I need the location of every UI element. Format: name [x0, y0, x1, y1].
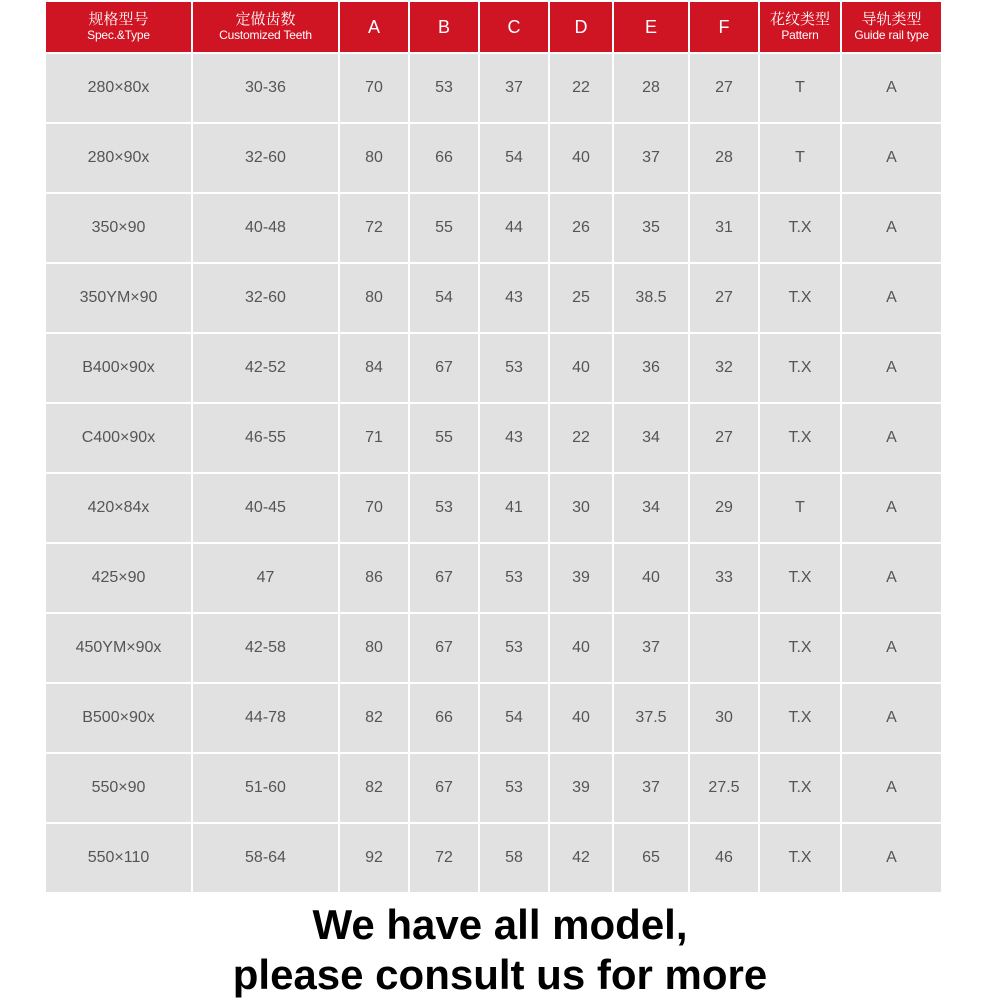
cell-pattern: T.X: [759, 753, 841, 823]
table-body: [45, 53, 942, 893]
table-row: [45, 53, 942, 123]
cell-a: 84: [339, 333, 409, 403]
cell-d: 26: [549, 193, 613, 263]
header-d: D: [549, 1, 613, 53]
table-row: [45, 823, 942, 893]
cell-pattern: T: [759, 53, 841, 123]
cell-guide-rail-type: A: [841, 333, 942, 403]
cell-guide-rail-type: A: [841, 473, 942, 543]
header-spec-type-zh: 规格型号: [88, 11, 149, 29]
cell-f: 30: [689, 683, 759, 753]
table-row: [45, 613, 942, 683]
cell-c: 53: [479, 613, 549, 683]
header-pattern: [759, 1, 841, 53]
cell-c: 37: [479, 53, 549, 123]
cell-spec-type: C400×90x: [45, 403, 192, 473]
table-row: [45, 123, 942, 193]
cell-guide-rail-type: A: [841, 683, 942, 753]
cell-customized-teeth: 32-60: [192, 263, 339, 333]
cell-b: 67: [409, 543, 479, 613]
cell-b: 72: [409, 823, 479, 893]
cell-d: 40: [549, 613, 613, 683]
cell-b: 55: [409, 403, 479, 473]
cell-pattern: T.X: [759, 403, 841, 473]
cell-spec-type: 425×90: [45, 543, 192, 613]
cell-guide-rail-type: A: [841, 263, 942, 333]
cell-customized-teeth: 58-64: [192, 823, 339, 893]
table-row: [45, 683, 942, 753]
cell-e: 36: [613, 333, 689, 403]
cell-c: 54: [479, 683, 549, 753]
cell-customized-teeth: 46-55: [192, 403, 339, 473]
cell-a: 70: [339, 53, 409, 123]
cell-a: 86: [339, 543, 409, 613]
cell-e: 37.5: [613, 683, 689, 753]
cell-e: 37: [613, 613, 689, 683]
cell-b: 54: [409, 263, 479, 333]
cell-spec-type: 420×84x: [45, 473, 192, 543]
table-row: [45, 193, 942, 263]
table-row: [45, 403, 942, 473]
footer-line-1: We have all model,: [312, 901, 688, 948]
cell-b: 67: [409, 333, 479, 403]
cell-f: 31: [689, 193, 759, 263]
spec-table: [44, 0, 943, 894]
header-f: F: [689, 1, 759, 53]
table-row: [45, 543, 942, 613]
header-c: C: [479, 1, 549, 53]
cell-f: 29: [689, 473, 759, 543]
cell-guide-rail-type: A: [841, 123, 942, 193]
header-b: B: [409, 1, 479, 53]
cell-f: 27: [689, 403, 759, 473]
cell-b: 67: [409, 753, 479, 823]
cell-pattern: T: [759, 123, 841, 193]
cell-f: 33: [689, 543, 759, 613]
cell-b: 53: [409, 53, 479, 123]
header-guide-rail-type-en: Guide rail type: [854, 27, 929, 42]
table-row: [45, 263, 942, 333]
cell-e: 38.5: [613, 263, 689, 333]
cell-spec-type: 550×110: [45, 823, 192, 893]
cell-pattern: T.X: [759, 193, 841, 263]
cell-customized-teeth: 32-60: [192, 123, 339, 193]
cell-a: 80: [339, 123, 409, 193]
cell-customized-teeth: 40-48: [192, 193, 339, 263]
header-pattern-zh: 花纹类型: [769, 11, 830, 29]
cell-spec-type: 350YM×90: [45, 263, 192, 333]
cell-spec-type: 350×90: [45, 193, 192, 263]
cell-d: 42: [549, 823, 613, 893]
cell-c: 54: [479, 123, 549, 193]
cell-b: 55: [409, 193, 479, 263]
cell-f: 27: [689, 263, 759, 333]
cell-guide-rail-type: A: [841, 823, 942, 893]
cell-d: 25: [549, 263, 613, 333]
cell-e: 35: [613, 193, 689, 263]
cell-customized-teeth: 40-45: [192, 473, 339, 543]
cell-c: 53: [479, 543, 549, 613]
cell-customized-teeth: 42-58: [192, 613, 339, 683]
cell-a: 70: [339, 473, 409, 543]
cell-c: 58: [479, 823, 549, 893]
cell-f: [689, 613, 759, 683]
cell-customized-teeth: 30-36: [192, 53, 339, 123]
cell-spec-type: B400×90x: [45, 333, 192, 403]
cell-guide-rail-type: A: [841, 613, 942, 683]
cell-e: 40: [613, 543, 689, 613]
cell-customized-teeth: 44-78: [192, 683, 339, 753]
cell-d: 30: [549, 473, 613, 543]
cell-d: 39: [549, 543, 613, 613]
cell-c: 53: [479, 753, 549, 823]
cell-c: 43: [479, 263, 549, 333]
cell-customized-teeth: 47: [192, 543, 339, 613]
cell-e: 37: [613, 753, 689, 823]
cell-a: 82: [339, 683, 409, 753]
cell-a: 80: [339, 263, 409, 333]
cell-c: 43: [479, 403, 549, 473]
header-customized-teeth-en: Customized Teeth: [219, 27, 312, 42]
cell-a: 82: [339, 753, 409, 823]
cell-d: 40: [549, 683, 613, 753]
table-row: [45, 473, 942, 543]
cell-d: 22: [549, 53, 613, 123]
cell-e: 34: [613, 473, 689, 543]
cell-pattern: T.X: [759, 683, 841, 753]
cell-customized-teeth: 42-52: [192, 333, 339, 403]
cell-guide-rail-type: A: [841, 193, 942, 263]
cell-f: 28: [689, 123, 759, 193]
cell-pattern: T.X: [759, 543, 841, 613]
cell-f: 27: [689, 53, 759, 123]
cell-c: 44: [479, 193, 549, 263]
cell-e: 34: [613, 403, 689, 473]
cell-spec-type: B500×90x: [45, 683, 192, 753]
cell-pattern: T.X: [759, 263, 841, 333]
cell-a: 92: [339, 823, 409, 893]
cell-spec-type: 550×90: [45, 753, 192, 823]
cell-b: 66: [409, 683, 479, 753]
header-guide-rail-type-zh: 导轨类型: [861, 11, 922, 29]
cell-d: 40: [549, 123, 613, 193]
header-spec-type-en: Spec.&Type: [87, 27, 150, 42]
cell-pattern: T: [759, 473, 841, 543]
footer-line-2: please consult us for more: [232, 951, 768, 998]
header-a: A: [339, 1, 409, 53]
cell-b: 66: [409, 123, 479, 193]
cell-guide-rail-type: A: [841, 53, 942, 123]
cell-a: 72: [339, 193, 409, 263]
header-spec-type: [45, 1, 192, 53]
cell-spec-type: 280×90x: [45, 123, 192, 193]
cell-f: 27.5: [689, 753, 759, 823]
cell-pattern: T.X: [759, 823, 841, 893]
cell-f: 32: [689, 333, 759, 403]
table-row: [45, 753, 942, 823]
cell-a: 71: [339, 403, 409, 473]
cell-spec-type: 450YM×90x: [45, 613, 192, 683]
table-row: [45, 333, 942, 403]
cell-d: 39: [549, 753, 613, 823]
cell-guide-rail-type: A: [841, 753, 942, 823]
cell-b: 53: [409, 473, 479, 543]
cell-c: 53: [479, 333, 549, 403]
cell-d: 22: [549, 403, 613, 473]
header-row: [45, 1, 942, 53]
cell-spec-type: 280×80x: [45, 53, 192, 123]
header-customized-teeth: [192, 1, 339, 53]
cell-e: 28: [613, 53, 689, 123]
cell-b: 67: [409, 613, 479, 683]
cell-pattern: T.X: [759, 333, 841, 403]
header-e: E: [613, 1, 689, 53]
footer-message: [0, 900, 1000, 1000]
cell-pattern: T.X: [759, 613, 841, 683]
cell-customized-teeth: 51-60: [192, 753, 339, 823]
cell-f: 46: [689, 823, 759, 893]
cell-guide-rail-type: A: [841, 543, 942, 613]
header-guide-rail-type: [841, 1, 942, 53]
cell-e: 37: [613, 123, 689, 193]
header-customized-teeth-zh: 定做齿数: [235, 11, 296, 29]
cell-c: 41: [479, 473, 549, 543]
cell-guide-rail-type: A: [841, 403, 942, 473]
header-pattern-en: Pattern: [781, 27, 819, 42]
cell-d: 40: [549, 333, 613, 403]
cell-e: 65: [613, 823, 689, 893]
cell-a: 80: [339, 613, 409, 683]
